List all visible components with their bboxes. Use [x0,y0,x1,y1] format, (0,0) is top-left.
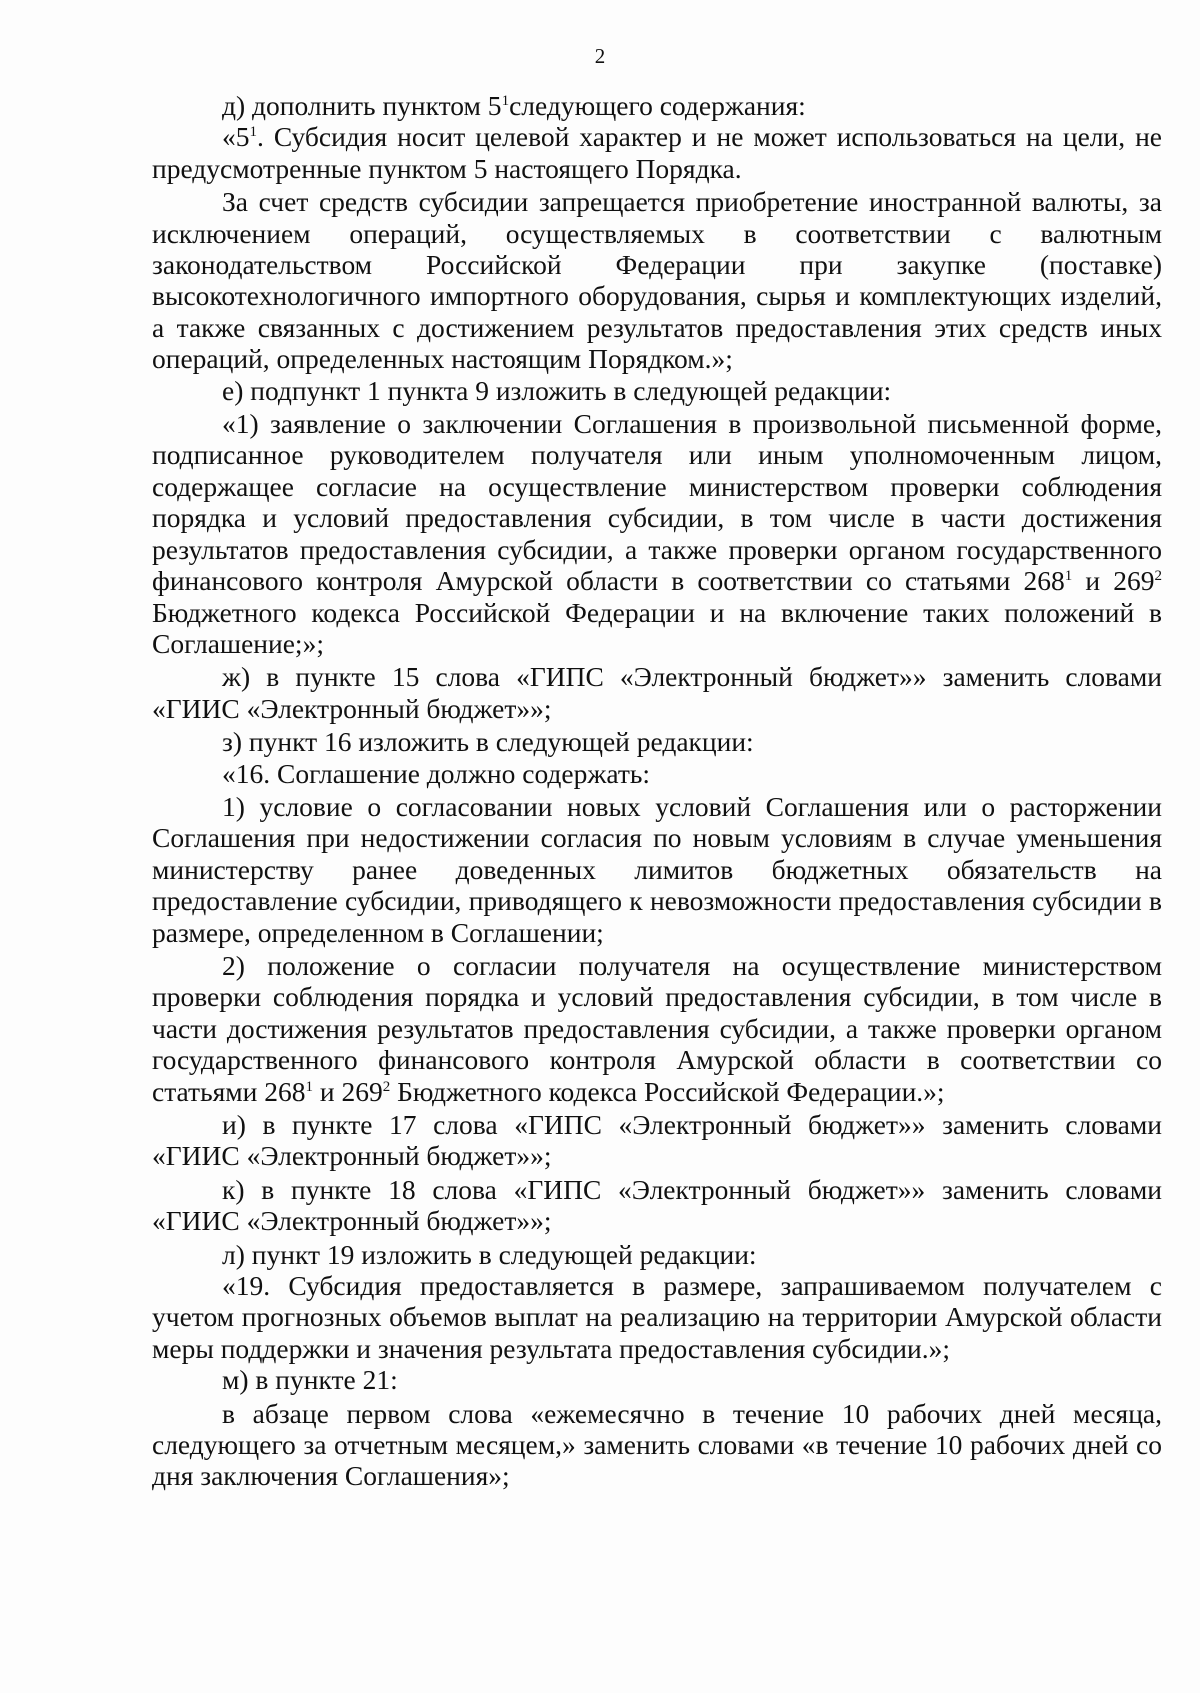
text: д) дополнить пунктом 5 [222,90,502,121]
text: Бюджетного кодекса Российской Федерации и на включение таких положений в Соглашение;»; [152,596,1162,659]
text: и 269 [313,1075,383,1107]
text: и 269 [1072,565,1155,597]
paragraph-16: «16. Соглашение должно содержать: [222,757,651,789]
paragraph-19: «19. Субсидия предоставляется в размере, запрашиваемом получателем с учетом прогнозных объемов выплат на реализацию на территории Амурской области меры поддержки и значения результата предоставления субсидии.»; [152,1270,1162,1364]
text: «5 [222,121,250,153]
paragraph-k: к) в пункте 18 слова «ГИПС «Электронный бюджет»» заменить словами «ГИИС «Электронный бюджет»»; [152,1173,1162,1237]
paragraph-l: л) пункт 19 изложить в следующей редакции: [222,1238,757,1270]
paragraph-5-1 [152,121,1162,184]
paragraph-i: и) в пункте 17 слова «ГИПС «Электронный бюджет»» заменить словами «ГИИС «Электронный бюджет»»; [152,1109,1162,1172]
superscript: 1 [1064,568,1073,585]
superscript: 1 [305,1078,314,1095]
page-number: 2 [594,44,606,68]
paragraph-d [152,90,1162,121]
paragraph-1-application [152,408,1162,659]
paragraph-e: е) подпункт 1 пункта 9 изложить в следующей редакции: [222,374,892,406]
text: следующего содержания: [509,90,806,121]
superscript: 2 [1154,568,1163,585]
paragraph-16-2 [152,950,1162,1107]
paragraph-16-1: 1) условие о согласовании новых условий Соглашения или о расторжении Соглашения при недостижении согласия по новым условиям в случае уменьшения министерству ранее доведенных лимитов бюджетных обязательств на предоставление субсидии, приводящего к невозможности предоставления субсидии в размере, определенном в Соглашении; [152,790,1162,948]
text: . Субсидия носит целевой характер и не может использоваться на цели, не предусмотренные пунктом 5 настоящего Порядка. [152,121,1162,184]
paragraph-zh: ж) в пункте 15 слова «ГИПС «Электронный бюджет»» заменить словами «ГИИС «Электронный бюджет»»; [152,661,1162,724]
paragraph-currency: За счет средств субсидии запрещается приобретение иностранной валюты, за исключением операций, осуществляемых в соответствии с валютным законодательством Российской Федерации при закупке (поставке) высокотехнологичного импортного оборудования, сырья и комплектующих изделий, а также связанных с достижением результатов предоставления этих средств иных операций, определенных настоящим Порядком.»; [152,186,1162,375]
paragraph-m: м) в пункте 21: [222,1364,398,1396]
text: Бюджетного кодекса Российской Федерации.»; [390,1075,945,1107]
document-body [152,90,1162,1492]
paragraph-21-first: в абзаце первом слова «ежемесячно в течение 10 рабочих дней месяца, следующего за отчетным месяцем,» заменить словами «в течение 10 рабочих дней со дня заключения Соглашения»; [152,1397,1162,1492]
superscript: 2 [382,1078,391,1095]
text: «1) заявление о заключении Соглашения в произвольной письменной форме, подписанное руководителем получателя или иным уполномоченным лицом, содержащее согласие на осуществление министерством проверки соблюдения порядка и условий предоставления субсидии, в том числе в части достижения результатов предоставления субсидии, а также проверки органом государственного финансового контроля Амурской области в соответствии со статьями 268 [152,408,1162,597]
superscript: 1 [501,93,510,109]
superscript: 1 [249,124,257,141]
text: 2) положение о согласии получателя на осуществление министерством проверки соблюдения порядка и условий предоставления субсидии, в том числе в части достижения результатов предоставления субсидии, а также проверки органом государственного финансового контроля Амурской области в соответствии со статьями 268 [152,949,1162,1107]
paragraph-z: з) пункт 16 изложить в следующей редакции: [222,726,754,758]
